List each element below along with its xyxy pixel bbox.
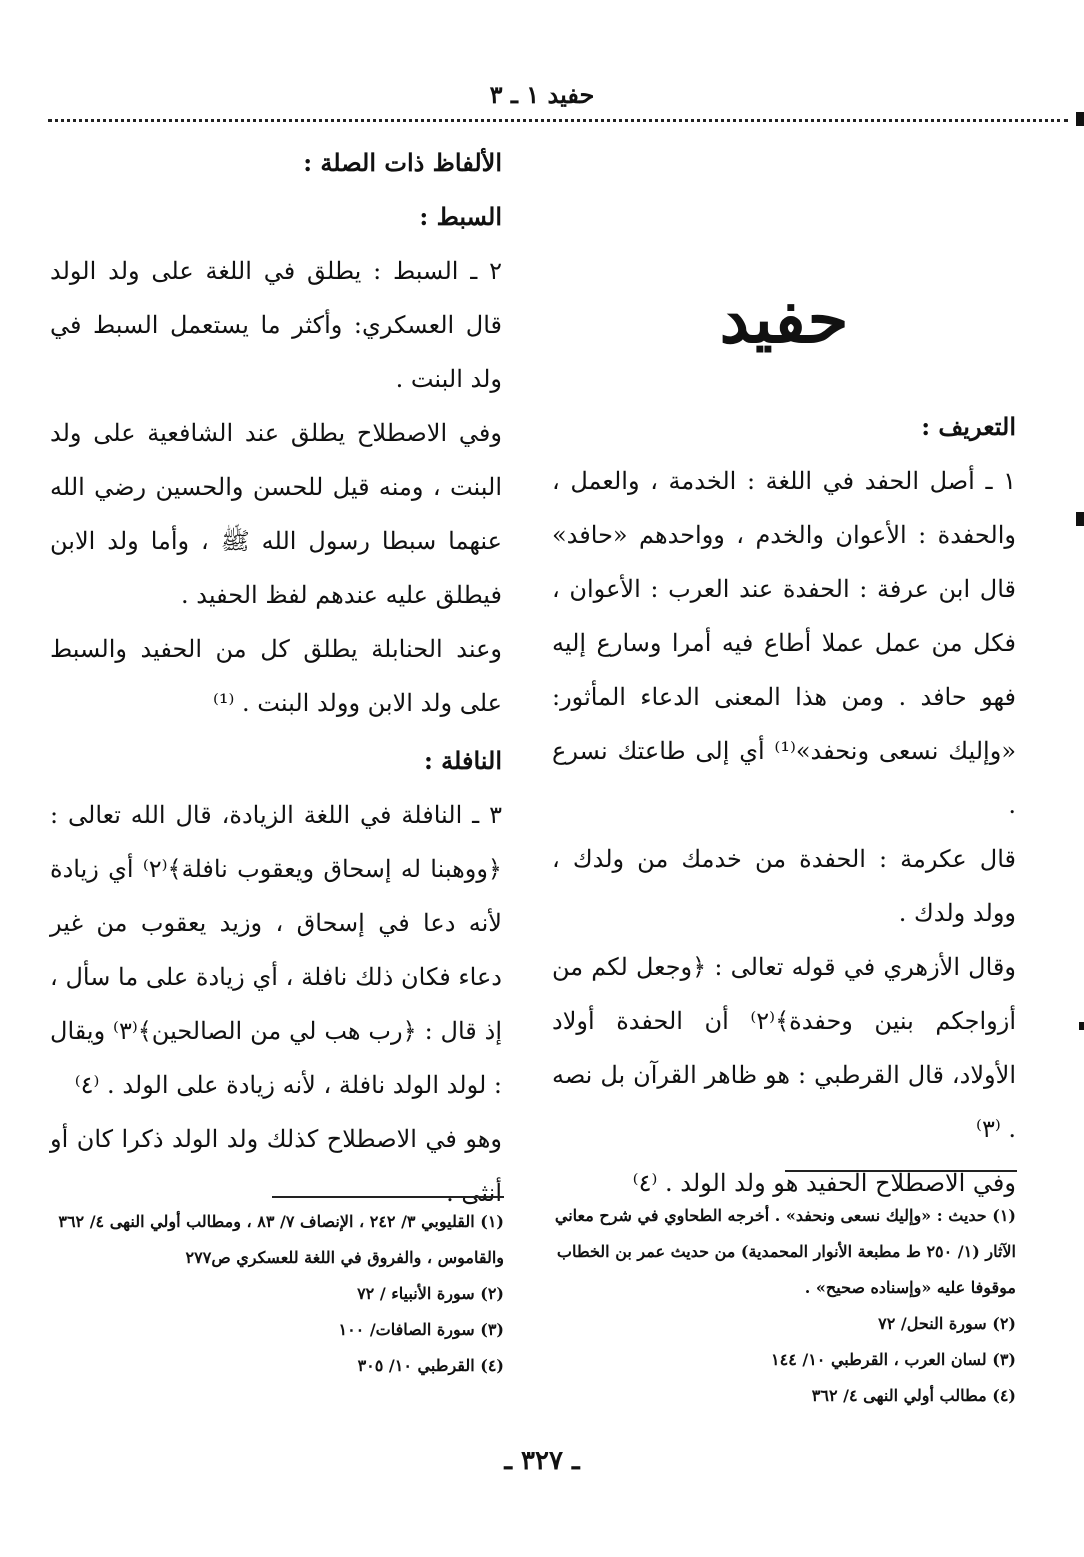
footnote-rule-right <box>785 1170 1017 1172</box>
sibt-paragraph-3: وعند الحنابلة يطلق كل من الحفيد والسبط على ولد الابن وولد البنت . ⁽¹⁾ <box>50 635 502 717</box>
footnotes-right <box>552 1198 1016 1414</box>
definition-heading: التعريف : <box>921 412 1016 441</box>
nafila-paragraph-2: وهو في الاصطلاح كذلك ولد الولد ذكرا كان أو أنثى . <box>50 1125 502 1207</box>
footnote-right-3: (٣) لسان العرب ، القرطبي ١٠/ ١٤٤ <box>771 1350 1016 1369</box>
page-number: ـ ٣٢٧ ـ <box>504 1446 580 1476</box>
margin-mark <box>1076 512 1084 526</box>
footnotes-left <box>50 1204 504 1384</box>
left-column-lower <box>50 734 502 1220</box>
margin-mark <box>1079 1022 1084 1030</box>
footnote-left-2: (٢) سورة الأنبياء / ٧٢ <box>357 1284 504 1303</box>
definition-paragraph-2: قال عكرمة : الحفدة من خدمك من ولدك ، وولد ولدك . <box>552 845 1016 927</box>
nafila-heading: النافلة : <box>423 746 502 775</box>
footnote-right-1: (١) حديث : «وإليك نسعى ونحفد» . أخرجه الطحاوي في شرح معاني الآثار (١/ ٢٥٠ ط مطبعة الأنوار المحمدية) من حديث عمر بن الخطاب موقوفا عليه «وإسناده صحيح» . <box>554 1206 1016 1297</box>
right-column <box>552 274 1016 364</box>
left-column <box>50 136 502 730</box>
footnote-right-2: (٢) سورة النحل/ ٧٢ <box>878 1314 1016 1333</box>
right-column-body <box>552 400 1016 1210</box>
sibt-paragraph-2: وفي الاصطلاح يطلق عند الشافعية على ولد البنت ، ومنه قيل للحسن والحسين رضي الله عنهما سبطا رسول الله ﷺ ، وأما ولد الابن فيطلق عليه عندهم لفظ الحفيد . <box>50 419 502 609</box>
header-dotted-rule <box>48 119 1068 122</box>
entry-title: حفيد <box>719 280 849 358</box>
sibt-paragraph-1: ٢ ـ السبط : يطلق في اللغة على ولد الولد قال العسكري: وأكثر ما يستعمل السبط في ولد البنت . <box>50 257 502 393</box>
definition-paragraph-3: وقال الأزهري في قوله تعالى : ﴿وجعل لكم من أزواجكم بنين وحفدة﴾⁽٢⁾ أن الحفدة أولاد الأولاد، قال القرطبي : هو ظاهر القرآن بل نصه . ⁽٣⁾ <box>552 953 1016 1143</box>
footnote-rule-left <box>272 1196 504 1198</box>
margin-mark <box>1076 112 1084 126</box>
running-head: حفيد ١ ـ ٣ <box>489 80 595 109</box>
footnote-right-4: (٤) مطالب أولي النهى ٤/ ٣٦٢ <box>811 1386 1016 1405</box>
definition-paragraph-4: وفي الاصطلاح الحفيد هو ولد الولد . ⁽٤⁾ <box>632 1169 1016 1197</box>
footnote-left-1: (١) القليوبي ٣/ ٢٤٢ ، الإنصاف ٧/ ٨٣ ، ومطالب أولي النهى ٤/ ٣٦٢ والقاموس ، والفروق في اللغة للعسكري ص٢٧٧ <box>58 1212 504 1267</box>
definition-paragraph-1: ١ ـ أصل الحفد في اللغة : الخدمة ، والعمل ، والحفدة : الأعوان والخدم ، وواحدهم «حافد» قال ابن عرفة : الحفدة عند العرب : الأعوان ، فكل من عمل عملا أطاع فيه أمرا وسارع إليه فهو حافد . ومن هذا المعنى الدعاء المأثور: «وإليك نسعى ونحفد»⁽¹⁾ أي إلى طاعتك نسرع . <box>552 467 1016 819</box>
sibt-heading: السبط : <box>419 202 502 231</box>
nafila-paragraph-1: ٣ ـ النافلة في اللغة الزيادة، قال الله تعالى : ﴿ووهبنا له إسحاق ويعقوب نافلة﴾⁽٢⁾ أي زيادة لأنه دعا في إسحاق ، وزيد يعقوب من غير دعاء فكان ذلك نافلة ، أي زيادة على ما سأل ، إذ قال : ﴿رب هب لي من الصالحين﴾⁽٣⁾ ويقال : لولد الولد نافلة ، لأنه زيادة على الولد . ⁽٤⁾ <box>50 801 503 1099</box>
footnote-left-3: (٣) سورة الصافات/ ١٠٠ <box>338 1320 504 1339</box>
footnote-left-4: (٤) القرطبي ١٠/ ٣٠٥ <box>357 1356 504 1375</box>
related-terms-heading: الألفاظ ذات الصلة : <box>303 148 502 177</box>
